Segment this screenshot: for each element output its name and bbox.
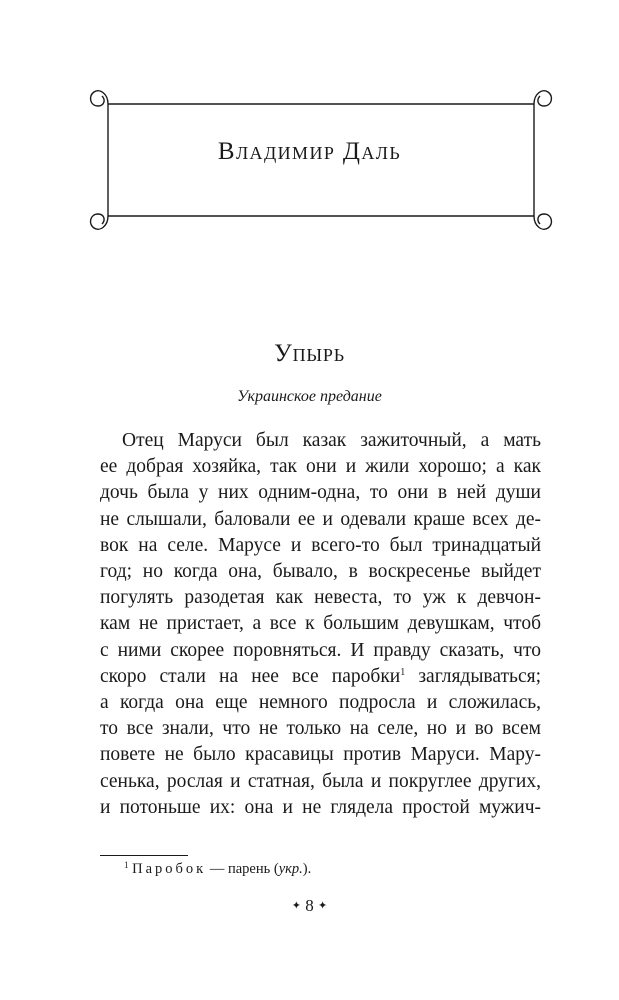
body-text (100, 428, 541, 821)
text-line: а когда она еще немного подросла и сложилась, (100, 692, 541, 714)
text-line-with-footnote (100, 664, 541, 690)
footnote-dash: — (209, 861, 225, 877)
text-line: Отец Маруси был казак зажиточный, а мать (122, 430, 541, 451)
text-line: ее добрая хозяйка, так они и жили хорошо; а как (100, 456, 541, 478)
footnote-paren-open: ( (273, 861, 279, 877)
text-line: год; но когда она, бывало, в воскресенье выйдет (100, 561, 541, 583)
footnote-divider (100, 855, 188, 856)
text-fragment: скоро стали на нее все паробки (100, 665, 401, 687)
author-name: Владимир Даль (217, 138, 402, 165)
footnote-language: укр. (278, 861, 303, 877)
text-line: дочь была у них одним-одна, то они в ней души (100, 482, 541, 504)
text-line: не слышали, баловали ее и одевали краше всех де- (100, 508, 541, 530)
text-line: и потоньше их: она и не глядела простой мужич- (100, 796, 541, 818)
story-title: Упырь (274, 340, 345, 367)
page-number-block (0, 896, 619, 916)
page-number: 8 (305, 896, 314, 915)
text-line: вок на селе. Марусе и всего-то был тринадцатый (100, 534, 541, 556)
footnote (124, 860, 311, 878)
text-line: кам не пристает, а все к большим девушкам, чтоб (100, 613, 541, 635)
text-fragment: заглядываться; (418, 665, 541, 687)
text-line: с ними скорее поровняться. И правду сказать, что (100, 639, 541, 661)
story-subtitle: Украинское предание (237, 388, 382, 405)
footnote-reference[interactable]: 1 (400, 666, 406, 678)
footnote-term: Паробок (132, 861, 207, 877)
right-ornament-icon: ✦ (318, 900, 328, 912)
footnote-definition: парень (227, 861, 271, 877)
text-line: то все знали, что не только на селе, но и во всем (100, 718, 541, 740)
footnote-marker: 1 (124, 860, 129, 870)
left-ornament-icon: ✦ (291, 900, 301, 912)
text-line: погулять разодетая как невеста, то уж к девчон- (100, 587, 541, 609)
footnote-paren-close: ). (302, 861, 312, 877)
text-line: повете не было красавицы против Маруси. Мару- (100, 744, 541, 766)
text-line: сенька, рослая и статная, была и покруглее других, (100, 770, 541, 792)
